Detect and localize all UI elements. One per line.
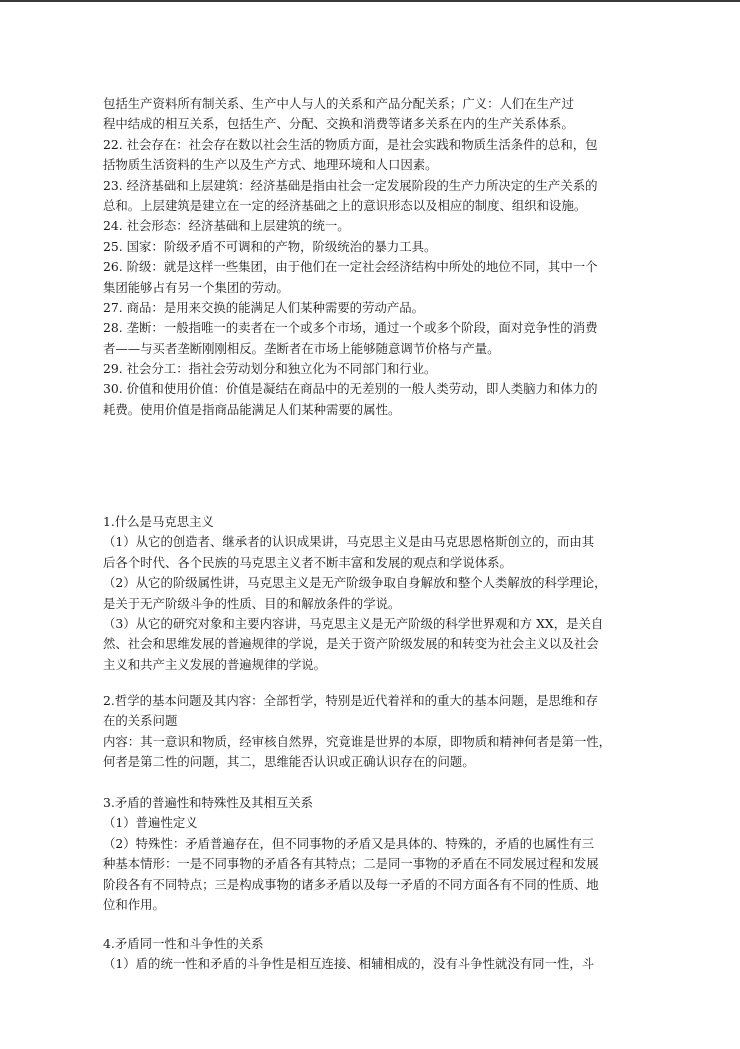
text-line: 括物质生活资料的生产以及生产方式、地理环境和人口因素。 [103, 157, 438, 173]
text-line: （2）从它的阶级属性讲，马克思主义是无产阶级争取自身解放和整个人类解放的科学理论， [103, 575, 607, 591]
text-line: （1）从它的创造者、继承者的认识成果讲，马克思主义是由马克思恩格斯创立的，而由其 [103, 534, 595, 550]
text-line: 耗费。使用价值是指商品能满足人们某种需要的属性。 [103, 401, 401, 417]
text-line: 总和。上层建筑是建立在一定的经济基础之上的意识形态以及相应的制度、组织和设施。 [103, 197, 587, 213]
text-line: 后各个时代、各个民族的马克思主义者不断丰富和发展的观点和学说体系。 [103, 554, 512, 570]
text-line: 是关于无产阶级斗争的性质、目的和解放条件的学说。 [103, 595, 401, 611]
text-line: （1）盾的统一性和矛盾的斗争性是相互连接、相辅相成的，没有斗争性就没有同一性，斗 [103, 956, 595, 972]
text-line: 22. 社会存在：社会存在数以社会生活的物质方面，是社会实践和物质生活条件的总和，包 [103, 136, 598, 152]
text-line: 集团能够占有另一个集团的劳动。 [103, 279, 289, 295]
section-heading: 2.哲学的基本问题及其内容：全部哲学，特别是近代着祥和的重大的基本问题，是思维和存 [103, 693, 599, 708]
text-line: 30. 价值和使用价值：价值是凝结在商品中的无差别的一般人类劳动，即人类脑力和体力的 [103, 381, 598, 397]
text-line: 在的关系问题 [103, 713, 178, 729]
text-line: 29. 社会分工：指社会劳动划分和独立化为不同部门和行业。 [103, 361, 437, 377]
text-line: （3）从它的研究对象和主要内容讲，马克思主义是无产阶级的科学世界观和方 XX，是关自 [103, 615, 604, 631]
text-line: 阶段各有不同特点；三是构成事物的诸多矛盾以及每一矛盾的不同方面各有不同的性质、地 [103, 876, 599, 892]
identity-struggle-section [103, 934, 623, 975]
text-line: 内容：其一意识和物质，经审核自然界，究竟谁是世界的本原，即物质和精神何者是第一性， [103, 733, 612, 749]
contradiction-section [103, 793, 623, 915]
text-line: 包括生产资料所有制关系、生产中人与人的关系和产品分配关系；广义：人们在生产过 [103, 96, 574, 111]
page-top-border [0, 0, 740, 2]
text-line: 种基本情形：一是不同事物的矛盾各有其特点；二是同一事物的矛盾在不同发展过程和发展 [103, 856, 599, 872]
section-heading: 3.矛盾的普遍性和特殊性及其相互关系 [103, 795, 314, 810]
text-line: 25. 国家：阶级矛盾不可调和的产物，阶级统治的暴力工具。 [103, 238, 437, 254]
philosophy-section [103, 691, 623, 773]
text-line: 位和作用。 [103, 896, 165, 912]
text-line: 24. 社会形态：经济基础和上层建筑的统一。 [103, 218, 350, 234]
text-line: 程中结成的相互关系，包括生产、分配、交换和消费等诸多关系在内的生产关系体系。 [103, 116, 574, 132]
text-line: 26. 阶级：就是这样一些集团，由于他们在一定社会经济结构中所处的地位不同，其中一个 [103, 259, 598, 275]
text-line: 然、社会和思维发展的普遍规律的学说，是关于资产阶级发展的和转变为社会主义以及社会 [103, 636, 599, 652]
section-heading: 1.什么是马克思主义 [103, 514, 214, 529]
marxism-section [103, 512, 623, 675]
text-line: （1）普遍性定义 [103, 815, 198, 831]
text-line: （2）特殊性：矛盾普遍存在，但不同事物的矛盾又是具体的、特殊的，矛盾的也属性有三 [103, 835, 595, 851]
section-heading: 4.矛盾同一性和斗争性的关系 [103, 936, 264, 951]
text-line: 何者是第二性的问题，其二，思维能否认识或正确认识存在的问题。 [103, 754, 475, 770]
text-line: 者——与买者垄断刚刚相反。垄断者在市场上能够随意调节价格与产量。 [103, 340, 500, 356]
text-line: 28. 垄断：一般指唯一的卖者在一个或多个市场，通过一个或多个阶段，面对竞争性的消费 [103, 320, 598, 336]
text-line: 27. 商品：是用来交换的能满足人们某种需要的劳动产品。 [103, 299, 425, 315]
definitions-section [103, 94, 623, 420]
text-line: 主义和共产主义发展的普遍规律的学说。 [103, 656, 327, 672]
text-line: 23. 经济基础和上层建筑：经济基础是指由社会一定发展阶段的生产力所决定的生产关系的 [103, 177, 598, 193]
